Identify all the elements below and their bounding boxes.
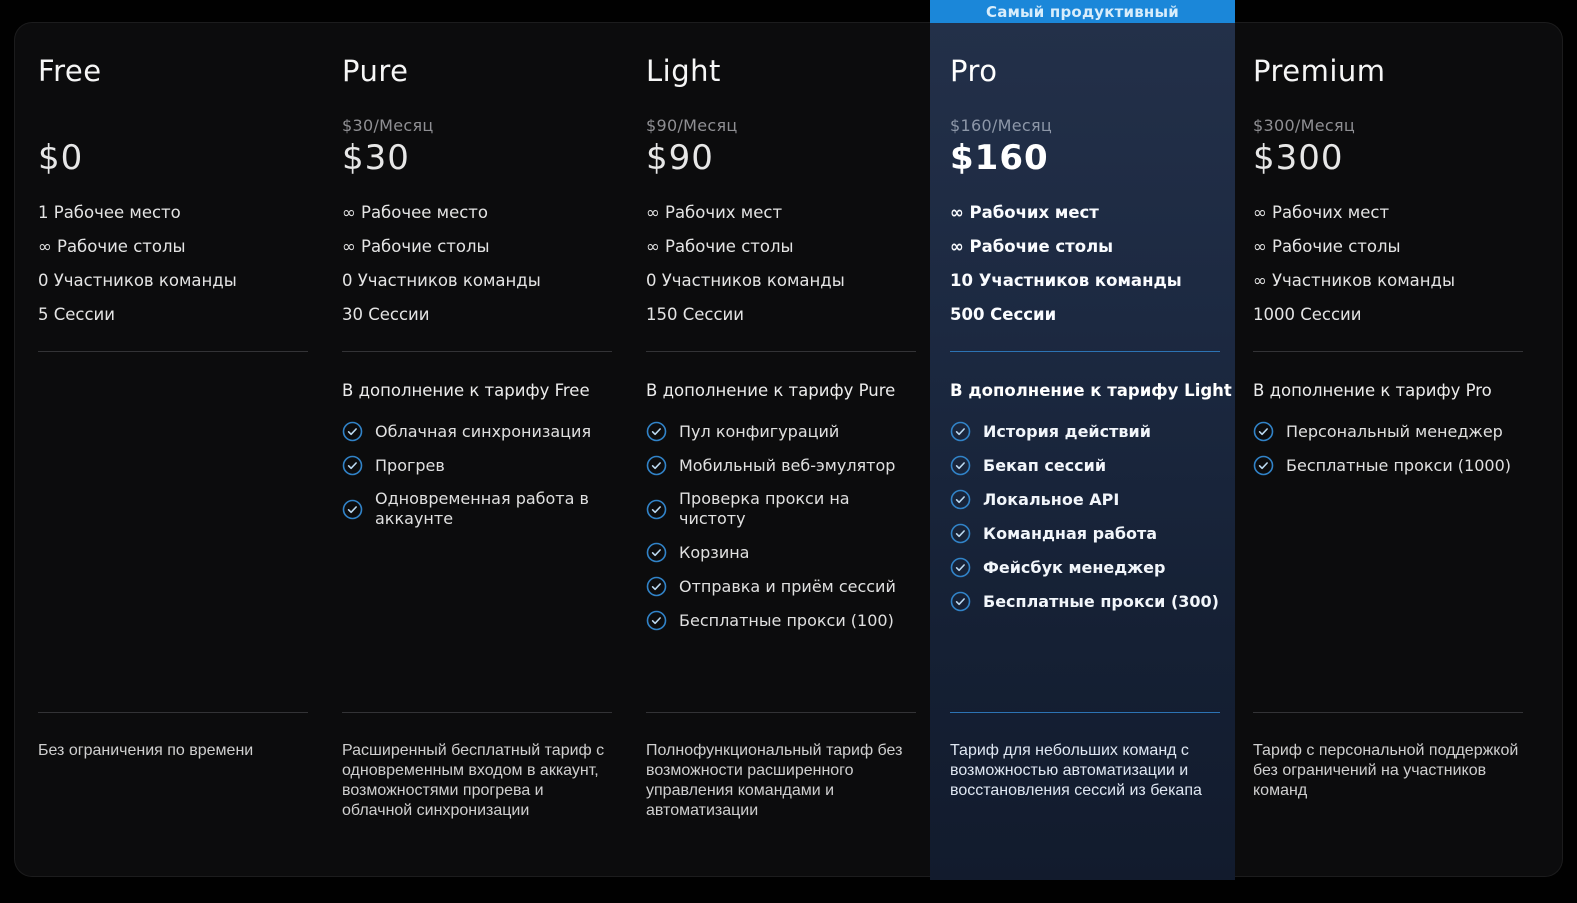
stat-item: ∞ Рабочие столы: [38, 237, 186, 256]
check-icon: [950, 591, 971, 612]
feature-item: [950, 421, 1222, 442]
check-icon: [646, 455, 667, 476]
check-icon: [950, 421, 971, 442]
divider: [950, 351, 1220, 352]
divider: [38, 712, 308, 713]
stat-item: ∞ Рабочие столы: [1253, 237, 1401, 256]
plan-name: Premium: [1253, 54, 1386, 88]
feature-label: Проверка прокси на чистоту: [679, 489, 850, 528]
feature-label: Бесплатные прокси (100): [679, 610, 894, 630]
feature-item: [646, 610, 918, 631]
plan-stats: [38, 196, 237, 332]
plan-name: Pure: [342, 54, 409, 88]
plan-name: Pro: [950, 54, 998, 88]
features-title: В дополнение к тарифу Pure: [646, 381, 896, 400]
plan-description: Расширенный бесплатный тариф с одновременным входом в аккаунт, возможностями прогрева и облачной синхронизации: [342, 742, 605, 819]
plan-stats: [950, 196, 1182, 332]
feature-label: Фейсбук менеджер: [983, 557, 1166, 577]
stat-item: 150 Сессии: [646, 305, 745, 324]
check-icon: [950, 523, 971, 544]
feature-item: [1253, 421, 1525, 442]
feature-item: [342, 421, 614, 442]
plan-description: Тариф с персональной поддержкой без ограничений на участников команд: [1253, 742, 1519, 799]
feature-label: Пул конфигураций: [679, 421, 840, 441]
feature-item: [646, 542, 918, 563]
divider: [1253, 351, 1523, 352]
feature-item: [342, 489, 614, 529]
features-title: В дополнение к тарифу Free: [342, 381, 590, 400]
divider: [950, 712, 1220, 713]
divider: [1253, 712, 1523, 713]
stat-item: ∞ Участников команды: [1253, 271, 1455, 290]
feature-label: История действий: [983, 421, 1151, 441]
stat-item: 0 Участников команды: [646, 271, 845, 290]
stat-item: ∞ Рабочее место: [342, 203, 488, 222]
feature-item: [950, 591, 1222, 612]
check-icon: [646, 610, 667, 631]
plan-features: [1253, 381, 1525, 489]
check-icon: [646, 576, 667, 597]
check-icon: [950, 455, 971, 476]
divider: [646, 712, 916, 713]
feature-label: Командная работа: [983, 523, 1158, 543]
feature-label: Бесплатные прокси (1000): [1286, 455, 1512, 475]
divider: [342, 351, 612, 352]
plan-price: $30: [342, 138, 410, 178]
feature-label: Бекап сессий: [983, 455, 1107, 475]
plan-features: [646, 381, 918, 644]
plan-price: $0: [38, 138, 84, 178]
plan-price-monthly: $300/Месяц: [1253, 116, 1356, 135]
plan-column-premium: [1253, 0, 1525, 903]
stat-item: 1000 Сессии: [1253, 305, 1362, 324]
plan-name: Light: [646, 54, 721, 88]
plan-price: $160: [950, 138, 1049, 178]
stat-item: ∞ Рабочие столы: [950, 237, 1114, 256]
feature-label: Отправка и приём сессий: [679, 576, 896, 596]
plan-price: $90: [646, 138, 714, 178]
stat-item: 10 Участников команды: [950, 271, 1182, 290]
divider: [646, 351, 916, 352]
feature-item: [950, 523, 1222, 544]
plan-column-light: [646, 0, 918, 903]
feature-item: [646, 489, 918, 529]
stat-item: ∞ Рабочих мест: [950, 203, 1099, 222]
divider: [342, 712, 612, 713]
check-icon: [1253, 421, 1274, 442]
stat-item: 0 Участников команды: [38, 271, 237, 290]
check-icon: [646, 542, 667, 563]
check-icon: [342, 499, 363, 520]
check-icon: [342, 421, 363, 442]
features-title: В дополнение к тарифу Pro: [1253, 381, 1492, 400]
check-icon: [1253, 455, 1274, 476]
plan-column-free: [38, 0, 310, 903]
feature-label: Локальное API: [983, 489, 1120, 509]
stat-item: 5 Сессии: [38, 305, 116, 324]
stat-item: 30 Сессии: [342, 305, 430, 324]
stat-item: 500 Сессии: [950, 305, 1057, 324]
plan-price: $300: [1253, 138, 1344, 178]
stat-item: 0 Участников команды: [342, 271, 541, 290]
stat-item: ∞ Рабочие столы: [646, 237, 794, 256]
plan-description: Тариф для небольших команд с возможностью автоматизации и восстановления сессий из бекапа: [950, 742, 1202, 799]
check-icon: [950, 489, 971, 510]
plan-column-pro: [950, 0, 1232, 903]
feature-item: [950, 455, 1222, 476]
feature-item: [950, 489, 1222, 510]
feature-item: [646, 576, 918, 597]
badge-label: Самый продуктивный: [986, 2, 1179, 21]
plan-stats: [1253, 196, 1455, 332]
check-icon: [342, 455, 363, 476]
plan-features: [950, 381, 1232, 625]
feature-label: Корзина: [679, 542, 750, 562]
feature-label: Прогрев: [375, 455, 445, 475]
plan-price-monthly: $160/Месяц: [950, 116, 1053, 135]
feature-label: Бесплатные прокси (300): [983, 591, 1219, 611]
stat-item: 1 Рабочее место: [38, 203, 181, 222]
plan-price-monthly: $30/Месяц: [342, 116, 434, 135]
plan-description: Без ограничения по времени: [38, 742, 254, 759]
stat-item: ∞ Рабочих мест: [1253, 203, 1390, 222]
features-title: В дополнение к тарифу Light: [950, 381, 1232, 400]
feature-item: [646, 421, 918, 442]
feature-item: [342, 455, 614, 476]
check-icon: [646, 421, 667, 442]
feature-item: [1253, 455, 1525, 476]
feature-label: Персональный менеджер: [1286, 421, 1503, 441]
plan-stats: [342, 196, 541, 332]
feature-label: Мобильный веб-эмулятор: [679, 455, 896, 475]
plan-features: [342, 381, 614, 542]
plan-description: Полнофункциональный тариф без возможности расширенного управления командами и автоматизации: [646, 742, 903, 819]
check-icon: [646, 499, 667, 520]
stat-item: ∞ Рабочие столы: [342, 237, 490, 256]
plan-stats: [646, 196, 845, 332]
plan-name: Free: [38, 54, 102, 88]
feature-item: [950, 557, 1222, 578]
stat-item: ∞ Рабочих мест: [646, 203, 783, 222]
feature-label: Облачная синхронизация: [375, 421, 592, 441]
plan-price-monthly: $90/Месяц: [646, 116, 738, 135]
feature-label: Одновременная работа в аккаунте: [375, 489, 589, 528]
divider: [38, 351, 308, 352]
plan-column-pure: [342, 0, 614, 903]
check-icon: [950, 557, 971, 578]
feature-item: [646, 455, 918, 476]
